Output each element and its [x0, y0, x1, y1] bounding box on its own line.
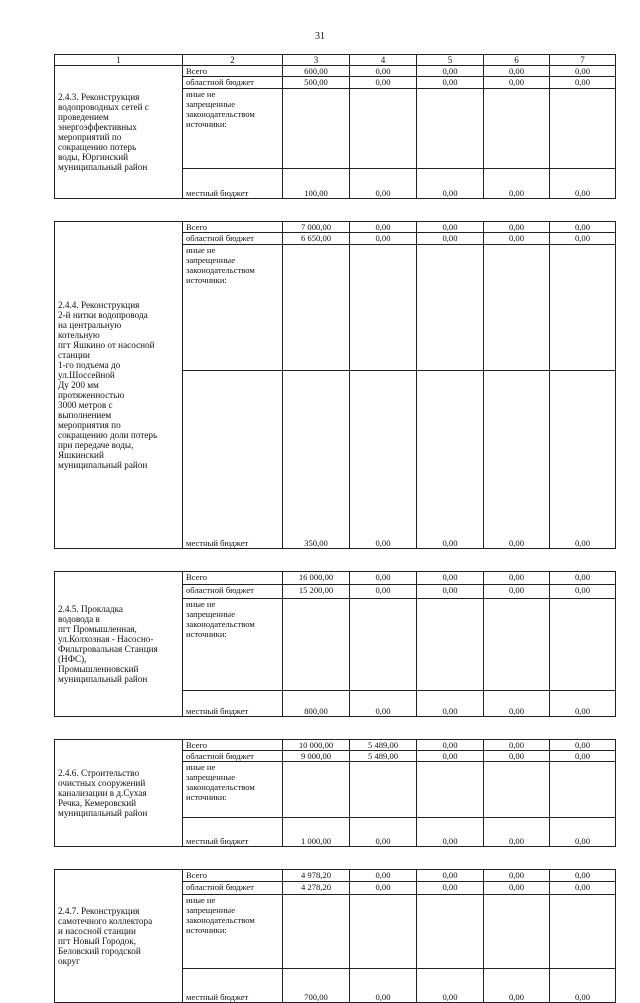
- column-header: 7: [550, 55, 616, 66]
- value-cell: [350, 599, 417, 691]
- funding-source: местный бюджет: [183, 818, 283, 847]
- spacer-cell: [55, 717, 616, 740]
- value-cell: 16 000,00: [283, 572, 350, 585]
- value-cell: 0,00: [417, 818, 484, 847]
- value-cell: [283, 895, 350, 969]
- spacer-cell: [55, 847, 616, 870]
- value-cell: 0,00: [550, 371, 616, 549]
- value-cell: 0,00: [350, 585, 417, 599]
- value-cell: 0,00: [484, 572, 550, 585]
- value-cell: 1 000,00: [283, 818, 350, 847]
- value-cell: 0,00: [350, 66, 417, 77]
- value-cell: 0,00: [484, 969, 550, 1003]
- value-cell: [350, 895, 417, 969]
- value-cell: 800,00: [283, 691, 350, 717]
- value-cell: 4 978,20: [283, 870, 350, 882]
- value-cell: 6 650,00: [283, 233, 350, 245]
- value-cell: 0,00: [484, 882, 550, 895]
- value-cell: 4 278,20: [283, 882, 350, 895]
- value-cell: 5 489,00: [350, 740, 417, 751]
- value-cell: 0,00: [417, 77, 484, 89]
- block-spacer: [55, 549, 616, 572]
- value-cell: 0,00: [417, 66, 484, 77]
- value-cell: 0,00: [484, 691, 550, 717]
- funding-source: областной бюджет: [183, 882, 283, 895]
- value-cell: [417, 89, 484, 169]
- column-header: 3: [283, 55, 350, 66]
- value-cell: 600,00: [283, 66, 350, 77]
- value-cell: 0,00: [417, 371, 484, 549]
- value-cell: 700,00: [283, 969, 350, 1003]
- page-number: 31: [315, 31, 325, 42]
- value-cell: [417, 245, 484, 371]
- value-cell: [484, 762, 550, 818]
- value-cell: 0,00: [350, 882, 417, 895]
- value-cell: 0,00: [550, 882, 616, 895]
- value-cell: 15 200,00: [283, 585, 350, 599]
- funding-source: Всего: [183, 740, 283, 751]
- value-cell: 0,00: [550, 572, 616, 585]
- value-cell: 0,00: [350, 691, 417, 717]
- value-cell: 0,00: [484, 169, 550, 199]
- measure-name: 2.4.6. Строительство очистных сооружений канализации в д.Сухая Речка, Кемеровский муниципальный район: [58, 768, 148, 818]
- value-cell: 0,00: [484, 371, 550, 549]
- value-cell: [484, 245, 550, 371]
- value-cell: 0,00: [417, 691, 484, 717]
- value-cell: [484, 895, 550, 969]
- funding-source: местный бюджет: [183, 371, 283, 549]
- value-cell: 0,00: [350, 572, 417, 585]
- value-cell: 0,00: [550, 77, 616, 89]
- spacer-cell: [55, 199, 616, 222]
- value-cell: 0,00: [350, 233, 417, 245]
- measure-name-cell: [55, 740, 183, 847]
- value-cell: 0,00: [550, 169, 616, 199]
- measure-name-cell: [55, 222, 183, 549]
- value-cell: 0,00: [484, 77, 550, 89]
- value-cell: [550, 895, 616, 969]
- value-cell: 0,00: [350, 371, 417, 549]
- block-spacer: [55, 847, 616, 870]
- value-cell: 0,00: [350, 818, 417, 847]
- value-cell: 0,00: [417, 572, 484, 585]
- value-cell: 0,00: [484, 870, 550, 882]
- funding-source: иные не запрещенные законодательством источники:: [183, 895, 283, 969]
- value-cell: [484, 599, 550, 691]
- value-cell: 100,00: [283, 169, 350, 199]
- value-cell: 0,00: [550, 751, 616, 762]
- funding-source: областной бюджет: [183, 77, 283, 89]
- value-cell: [417, 599, 484, 691]
- value-cell: [350, 762, 417, 818]
- value-cell: 0,00: [417, 585, 484, 599]
- measure-name: 2.4.7. Реконструкция самотечного коллектора и насосной станции пгт Новый Городок, Беловский городской округ: [58, 906, 153, 966]
- column-header: 1: [55, 55, 183, 66]
- table-row: [55, 66, 616, 77]
- value-cell: 0,00: [350, 870, 417, 882]
- value-cell: 0,00: [484, 751, 550, 762]
- measure-name-cell: [55, 870, 183, 1003]
- value-cell: 0,00: [417, 870, 484, 882]
- value-cell: 0,00: [350, 969, 417, 1003]
- value-cell: 0,00: [550, 870, 616, 882]
- table-row: [55, 222, 616, 233]
- measure-name: 2.4.3. Реконструкция водопроводных сетей с проведением энергоэффективных мероприятий по сокращению потерь воды, Юргинский муниципальный район: [58, 92, 149, 172]
- value-cell: 0,00: [417, 222, 484, 233]
- column-header: 4: [350, 55, 417, 66]
- value-cell: [283, 89, 350, 169]
- value-cell: 0,00: [484, 818, 550, 847]
- value-cell: 0,00: [550, 691, 616, 717]
- value-cell: 0,00: [550, 818, 616, 847]
- table-row: [55, 870, 616, 882]
- value-cell: 0,00: [550, 222, 616, 233]
- value-cell: [283, 245, 350, 371]
- value-cell: 0,00: [550, 969, 616, 1003]
- value-cell: [283, 599, 350, 691]
- funding-source: иные не запрещенные законодательством источники:: [183, 245, 283, 371]
- value-cell: [417, 895, 484, 969]
- value-cell: 0,00: [417, 169, 484, 199]
- measure-name-cell: [55, 66, 183, 199]
- block-spacer: [55, 717, 616, 740]
- funding-source: Всего: [183, 870, 283, 882]
- column-header: 2: [183, 55, 283, 66]
- spacer-cell: [55, 549, 616, 572]
- value-cell: [484, 89, 550, 169]
- value-cell: [417, 762, 484, 818]
- value-cell: 7 000,00: [283, 222, 350, 233]
- value-cell: [550, 762, 616, 818]
- value-cell: 0,00: [417, 233, 484, 245]
- value-cell: [550, 245, 616, 371]
- value-cell: [350, 245, 417, 371]
- budget-table: [54, 54, 616, 1003]
- measure-name: 2.4.5. Прокладка водовода в пгт Промышленная, ул.Колхозная - Насосно- Фильтровальная Станция (НФС), Промышленновский муниципальный район: [58, 604, 158, 684]
- value-cell: 0,00: [550, 585, 616, 599]
- block-spacer: [55, 199, 616, 222]
- value-cell: 500,00: [283, 77, 350, 89]
- value-cell: 0,00: [484, 233, 550, 245]
- measure-name-cell: [55, 572, 183, 717]
- header-row: [55, 55, 616, 66]
- funding-source: Всего: [183, 572, 283, 585]
- value-cell: 0,00: [417, 740, 484, 751]
- value-cell: 0,00: [417, 882, 484, 895]
- value-cell: 0,00: [550, 233, 616, 245]
- value-cell: 0,00: [350, 222, 417, 233]
- funding-source: областной бюджет: [183, 751, 283, 762]
- value-cell: 0,00: [350, 169, 417, 199]
- table-row: [55, 572, 616, 585]
- funding-source: местный бюджет: [183, 169, 283, 199]
- column-header: 5: [417, 55, 484, 66]
- funding-source: иные не запрещенные законодательством источники:: [183, 599, 283, 691]
- value-cell: [350, 89, 417, 169]
- funding-source: Всего: [183, 66, 283, 77]
- funding-source: областной бюджет: [183, 233, 283, 245]
- value-cell: 0,00: [550, 740, 616, 751]
- value-cell: 10 000,00: [283, 740, 350, 751]
- value-cell: 0,00: [484, 740, 550, 751]
- funding-source: местный бюджет: [183, 691, 283, 717]
- value-cell: 0,00: [417, 751, 484, 762]
- measure-name: 2.4.4. Реконструкция 2-й нитки водопровода на центральную котельную пгт Яшкино от насосной станции 1-го подъема до ул.Шоссейной Ду 200 мм протяженностью 3000 метров с выполнением мероприятия по сокращению доли потерь при передаче воды, Яшкинский муниципальный район: [58, 300, 158, 470]
- value-cell: [550, 89, 616, 169]
- value-cell: 5 489,00: [350, 751, 417, 762]
- value-cell: 9 000,00: [283, 751, 350, 762]
- value-cell: [283, 762, 350, 818]
- funding-source: Всего: [183, 222, 283, 233]
- value-cell: 0,00: [350, 77, 417, 89]
- value-cell: 0,00: [484, 585, 550, 599]
- value-cell: 350,00: [283, 371, 350, 549]
- table-row: [55, 740, 616, 751]
- value-cell: 0,00: [484, 222, 550, 233]
- value-cell: [550, 599, 616, 691]
- funding-source: местный бюджет: [183, 969, 283, 1003]
- funding-source: иные не запрещенные законодательством источники:: [183, 762, 283, 818]
- funding-source: областной бюджет: [183, 585, 283, 599]
- value-cell: 0,00: [550, 66, 616, 77]
- value-cell: 0,00: [417, 969, 484, 1003]
- funding-source: иные не запрещенные законодательством источники:: [183, 89, 283, 169]
- column-header: 6: [484, 55, 550, 66]
- value-cell: 0,00: [484, 66, 550, 77]
